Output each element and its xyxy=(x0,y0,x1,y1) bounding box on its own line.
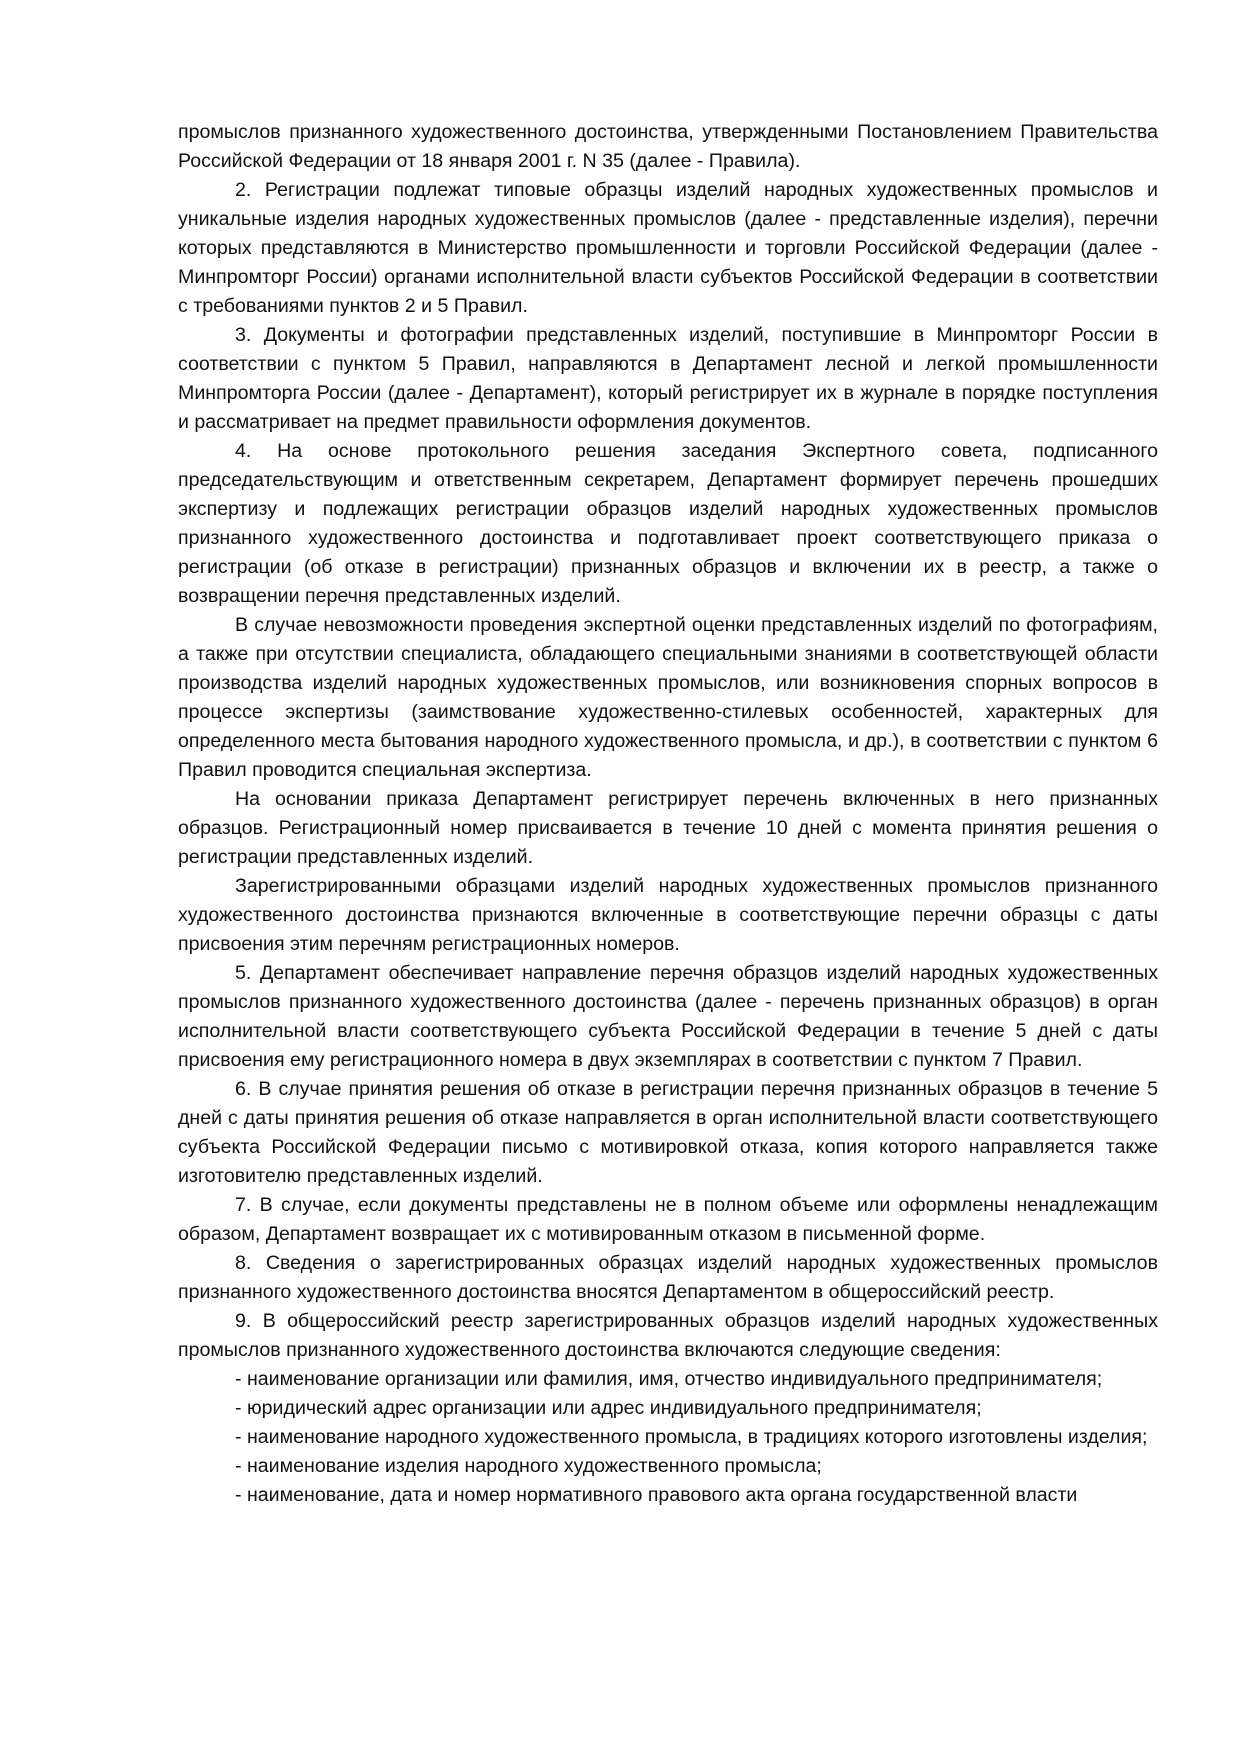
paragraph-registration-number: На основании приказа Департамент регистрирует перечень включенных в него признанных образцов. Регистрационный номер присваивается в течение 10 дней с момента принятия решения о регистрации представленных изделий. xyxy=(178,788,1158,868)
paragraph-item-3: 3. Документы и фотографии представленных изделий, поступившие в Минпромторг России в соответствии с пунктом 5 Правил, направляются в Департамент лесной и легкой промышленности Минпромторга России (далее - Департамент), который регистрирует их в журнале в порядке поступления и рассматривает на предмет правильности оформления документов. xyxy=(178,324,1158,433)
paragraph-item-8: 8. Сведения о зарегистрированных образцах изделий народных художественных промыслов признанного художественного достоинства вносятся Департаментом в общероссийский реестр. xyxy=(178,1252,1158,1303)
list-item-organization-name: - наименование организации или фамилия, имя, отчество индивидуального предпринимателя; xyxy=(235,1368,1103,1390)
list-item-product-name: - наименование изделия народного художественного промысла; xyxy=(235,1455,822,1477)
paragraph-special-expertise: В случае невозможности проведения экспертной оценки представленных изделий по фотографиям, а также при отсутствии специалиста, обладающего специальными знаниями в соответствующей области производства изделий народных художественных промыслов, или возникновения спорных вопросов в процессе экспертизы (заимствование художественно-стилевых особенностей, характерных для определенного места бытования народного художественного промысла, и др.), в соответствии с пунктом 6 Правил проводится специальная экспертиза. xyxy=(178,614,1158,781)
paragraph-item-4: 4. На основе протокольного решения заседания Экспертного совета, подписанного председательствующим и ответственным секретарем, Департамент формирует перечень прошедших экспертизу и подлежащих регистрации образцов изделий народных художественных промыслов признанного художественного достоинства и подготавливает проект соответствующего приказа о регистрации (об отказе в регистрации) признанных образцов и включении их в реестр, а также о возвращении перечня представленных изделий. xyxy=(178,440,1158,607)
list-item-legal-address: - юридический адрес организации или адрес индивидуального предпринимателя; xyxy=(235,1397,982,1419)
paragraph-item-5: 5. Департамент обеспечивает направление перечня образцов изделий народных художественных промыслов признанного художественного достоинства (далее - перечень признанных образцов) в орган исполнительной власти соответствующего субъекта Российской Федерации в течение 5 дней с даты присвоения ему регистрационного номера в двух экземплярах в соответствии с пунктом 7 Правил. xyxy=(178,962,1158,1071)
paragraph-continuation: промыслов признанного художественного достоинства, утвержденными Постановлением Правительства Российской Федерации от 18 января 2001 г. N 35 (далее - Правила). xyxy=(178,121,1158,172)
paragraph-registered-samples: Зарегистрированными образцами изделий народных художественных промыслов признанного художественного достоинства признаются включенные в соответствующие перечни образцы с даты присвоения этим перечням регистрационных номеров. xyxy=(178,875,1158,955)
list-item-craft-name: - наименование народного художественного промысла, в традициях которого изготовлены изделия; xyxy=(235,1426,1148,1448)
paragraph-item-7: 7. В случае, если документы представлены не в полном объеме или оформлены ненадлежащим образом, Департамент возвращает их с мотивированным отказом в письменной форме. xyxy=(178,1194,1158,1245)
list-item-legal-act: - наименование, дата и номер нормативного правового акта органа государственной власти xyxy=(235,1484,1078,1506)
document-page xyxy=(178,118,1158,1510)
paragraph-item-9: 9. В общероссийский реестр зарегистрированных образцов изделий народных художественных промыслов признанного художественного достоинства включаются следующие сведения: xyxy=(178,1310,1158,1361)
paragraph-item-2: 2. Регистрации подлежат типовые образцы изделий народных художественных промыслов и уникальные изделия народных художественных промыслов (далее - представленные изделия), перечни которых представляются в Министерство промышленности и торговли Российской Федерации (далее - Минпромторг России) органами исполнительной власти субъектов Российской Федерации в соответствии с требованиями пунктов 2 и 5 Правил. xyxy=(178,179,1158,317)
paragraph-item-6: 6. В случае принятия решения об отказе в регистрации перечня признанных образцов в течение 5 дней с даты принятия решения об отказе направляется в орган исполнительной власти соответствующего субъекта Российской Федерации письмо с мотивировкой отказа, копия которого направляется также изготовителю представленных изделий. xyxy=(178,1078,1158,1187)
